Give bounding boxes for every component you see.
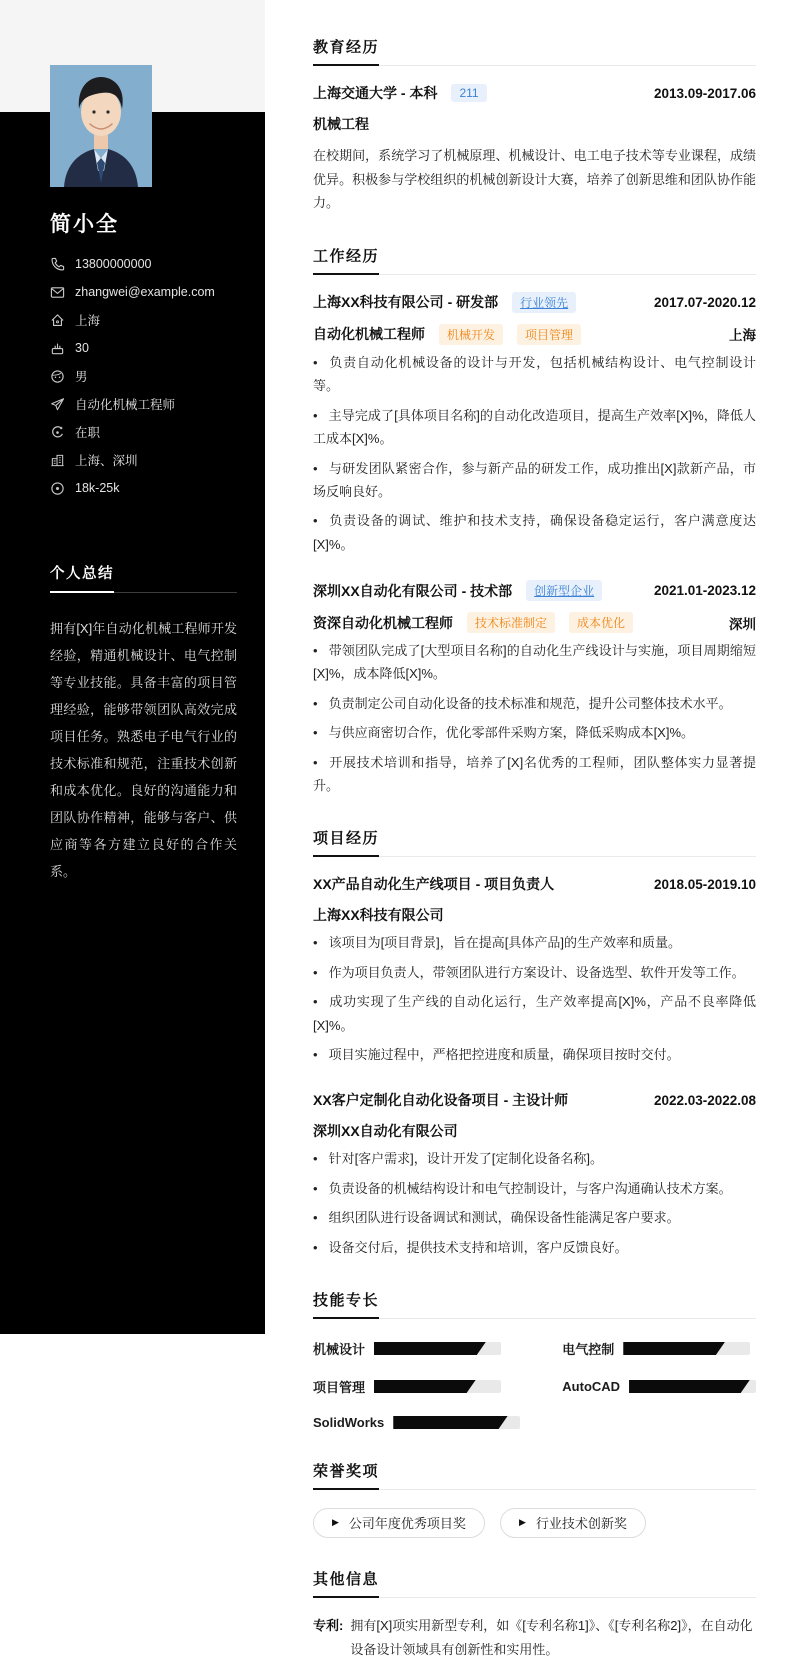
work-header: [313, 245, 756, 275]
bullet-item: • 该项目为[项目背景]，旨在提高[具体产品]的生产效率和质量。: [313, 931, 756, 954]
role-badge: 成本优化: [569, 612, 633, 633]
status-icon: [50, 425, 65, 440]
contact-age-text: 30: [75, 341, 89, 355]
work-section: [313, 245, 756, 797]
role-badge: 项目管理: [517, 324, 581, 345]
awards-section: [313, 1460, 756, 1538]
company-name: 上海XX科技有限公司 - 研发部: [313, 294, 499, 311]
contact-cities-text: 上海、深圳: [75, 454, 138, 468]
skill-item: [313, 1339, 520, 1358]
skill-label: AutoCAD: [562, 1378, 621, 1394]
bullet-item: • 成功实现了生产线的自动化运行，生产效率提高[X]%，产品不良率降低[X]%。: [313, 990, 756, 1037]
contact-email-text: zhangwei@example.com: [75, 285, 215, 299]
play-icon: ▶: [518, 1517, 526, 1528]
skill-bar: [629, 1380, 756, 1393]
skill-bar-fill: [629, 1380, 750, 1393]
play-icon: ▶: [332, 1517, 339, 1528]
contact-salary-text: 18k-25k: [75, 481, 120, 495]
company-name: 深圳XX自动化有限公司 - 技术部: [313, 582, 513, 599]
skill-bar: [393, 1416, 520, 1429]
skills-section: [313, 1289, 756, 1430]
bullet-item: • 负责制定公司自动化设备的技术标准和规范，提升公司整体技术水平。: [313, 692, 756, 715]
skill-label: SolidWorks: [313, 1414, 385, 1430]
summary-text: 拥有[X]年自动化机械工程师开发经验，精通机械设计、电气控制等专业技能。具备丰富的项目管理经验，能够带领团队高效完成项目任务。熟悉电子电气行业的技术标准和规范，注重技术创新和成本优化。良好的沟通能力和团队协作精神，能够与客户、供应商等各方建立良好的合作关系。: [50, 621, 237, 880]
work-bullets: [313, 639, 756, 797]
skill-bar: [374, 1380, 501, 1393]
work-role: 自动化机械工程师: [313, 326, 425, 343]
education-date: 2013.09-2017.06: [653, 85, 757, 101]
education-desc: 在校期间，系统学习了机械原理、机械设计、电工电子技术等专业课程，成绩优异。积极参与学校组织的机械创新设计大赛，培养了创新思维和团队协作能力。: [313, 148, 757, 211]
education-major: 机械工程: [313, 116, 369, 132]
home-icon: [50, 313, 65, 328]
bullet-item: • 主导完成了[具体项目名称]的自动化改造项目，提高生产效率[X]%，降低人工成本[X]%。: [313, 404, 756, 451]
contact-location-text: 上海: [75, 314, 101, 328]
project-date: 2022.03-2022.08: [653, 1092, 757, 1108]
work-role: 资深自动化机械工程师: [313, 614, 453, 631]
skill-label: 项目管理: [313, 1379, 366, 1395]
other-section: [313, 1568, 756, 1662]
candidate-name: 简小全: [50, 213, 119, 236]
skills-title: 技能专长: [313, 1289, 379, 1319]
avatar: [50, 65, 152, 187]
patent-row: [313, 1614, 756, 1662]
skill-label: 电气控制: [562, 1341, 615, 1357]
summary-title: 个人总结: [50, 562, 114, 593]
projects-section: [313, 827, 756, 1259]
school-badge: 211: [451, 84, 486, 102]
role-badge: 机械开发: [439, 324, 503, 345]
mail-icon: [50, 285, 65, 300]
skills-header: [313, 1289, 756, 1319]
project-name: XX产品自动化生产线项目 - 项目负责人: [313, 876, 555, 893]
sidebar-body: [0, 112, 265, 1334]
skill-bar: [623, 1342, 750, 1355]
bullet-item: • 负责自动化机械设备的设计与开发，包括机械结构设计、电气控制设计等。: [313, 351, 756, 398]
paper-plane-icon: [50, 397, 65, 412]
role-badge: 技术标准制定: [467, 612, 555, 633]
contact-phone-text: 13800000000: [75, 257, 152, 271]
contact-gender-text: 男: [75, 370, 88, 384]
contact-location: [50, 306, 237, 334]
contact-jobtitle: [50, 390, 237, 418]
company-badge: 创新型企业: [526, 580, 602, 601]
education-entry: [313, 83, 756, 215]
skill-bar-fill: [393, 1416, 507, 1429]
projects-header: [313, 827, 756, 857]
bullet-item: • 作为项目负责人，带领团队进行方案设计、设备选型、软件开发等工作。: [313, 961, 756, 984]
projects-title: 项目经历: [313, 827, 379, 857]
bullet-item: • 带领团队完成了[大型项目名称]的自动化生产线设计与实施，项目周期缩短[X]%，成本降低[X]%。: [313, 639, 756, 686]
bullet-item: • 负责设备的调试、维护和技术支持，确保设备稳定运行，客户满意度达[X]%。: [313, 509, 756, 556]
skill-item: [562, 1339, 756, 1358]
project-bullets: [313, 931, 756, 1066]
project-name: XX客户定制化自动化设备项目 - 主设计师: [313, 1092, 569, 1109]
bullet-item: • 与研发团队紧密合作，参与新产品的研发工作，成功推出[X]款新产品，市场反响良好。: [313, 457, 756, 504]
education-section: [313, 36, 756, 215]
bullet-item: • 针对[客户需求]，设计开发了[定制化设备名称]。: [313, 1147, 756, 1170]
patent-text: 拥有[X]项实用新型专利，如《[专利名称1]》、《[专利名称2]》，在自动化设备设计领域具有创新性和实用性。: [350, 1617, 753, 1657]
summary-section: [50, 562, 237, 885]
project-date: 2018.05-2019.10: [653, 876, 757, 892]
awards-list: [313, 1508, 756, 1538]
award-label: 行业技术创新奖: [535, 1516, 627, 1532]
skill-bar: [374, 1342, 501, 1355]
age-icon: [50, 341, 65, 356]
award-pill[interactable]: [313, 1508, 485, 1538]
award-pill[interactable]: [500, 1508, 646, 1538]
company-badge: 行业领先: [512, 292, 576, 313]
bullet-item: • 组织团队进行设备调试和测试，确保设备性能满足客户要求。: [313, 1206, 756, 1229]
phone-icon: [50, 257, 65, 272]
contact-jobtitle-text: 自动化机械工程师: [75, 398, 176, 412]
work-date: 2021.01-2023.12: [653, 583, 757, 599]
education-header: [313, 36, 756, 66]
project-org: 上海XX科技有限公司: [313, 907, 444, 924]
awards-title: 荣誉奖项: [313, 1460, 379, 1490]
school-name: 上海交通大学 - 本科: [313, 85, 438, 101]
bullet-item: • 开展技术培训和指导，培养了[X]名优秀的工程师，团队整体实力显著提升。: [313, 751, 756, 798]
skill-item: [562, 1377, 756, 1396]
contact-status: [50, 418, 237, 446]
contact-list: [50, 250, 237, 502]
skill-item: [313, 1377, 520, 1396]
education-title: 教育经历: [313, 36, 379, 66]
skill-bar-fill: [374, 1342, 486, 1355]
contact-salary: [50, 474, 237, 502]
bullet-item: • 设备交付后，提供技术支持和培训，客户反馈良好。: [313, 1236, 756, 1259]
project-bullets: [313, 1147, 756, 1259]
skill-label: 机械设计: [313, 1341, 366, 1357]
other-header: [313, 1568, 756, 1598]
project-entry: [313, 874, 756, 1066]
sidebar: [0, 0, 265, 1334]
work-bullets: [313, 351, 756, 556]
work-location: 上海: [729, 328, 757, 344]
bullet-item: • 项目实施过程中，严格把控进度和质量，确保项目按时交付。: [313, 1043, 756, 1066]
city-icon: [50, 453, 65, 468]
other-title: 其他信息: [313, 1568, 379, 1598]
salary-icon: [50, 481, 65, 496]
skill-bar-fill: [374, 1380, 476, 1393]
skill-bar-fill: [623, 1342, 725, 1355]
award-label: 公司年度优秀项目奖: [348, 1516, 466, 1532]
work-title: 工作经历: [313, 245, 379, 275]
bullet-item: • 负责设备的机械结构设计和电气控制设计，与客户沟通确认技术方案。: [313, 1177, 756, 1200]
contact-email: [50, 278, 237, 306]
patent-label: 专利:: [313, 1617, 344, 1633]
skills-grid: [313, 1339, 756, 1430]
project-org: 深圳XX自动化有限公司: [313, 1123, 458, 1140]
awards-header: [313, 1460, 756, 1490]
contact-phone: [50, 250, 237, 278]
contact-cities: [50, 446, 237, 474]
work-location: 深圳: [729, 616, 757, 632]
work-entry: [313, 580, 756, 797]
main-content: [265, 0, 806, 1657]
gender-icon: [50, 369, 65, 384]
work-entry: [313, 292, 756, 556]
contact-status-text: 在职: [75, 426, 101, 440]
work-date: 2017.07-2020.12: [653, 294, 757, 310]
contact-gender: [50, 362, 237, 390]
contact-age: [50, 334, 237, 362]
project-entry: [313, 1090, 756, 1259]
summary-header: [50, 562, 237, 593]
bullet-item: • 与供应商密切合作，优化零部件采购方案，降低采购成本[X]%。: [313, 721, 756, 744]
skill-item: [313, 1415, 520, 1430]
